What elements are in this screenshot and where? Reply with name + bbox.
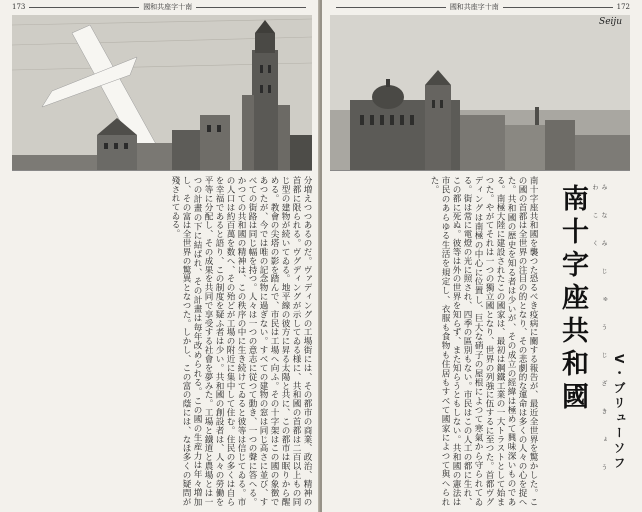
header-rule [336,7,446,8]
artist-signature: Seiju [599,17,622,27]
title-ruby: みなみじゅうじざきょうわこく [591,184,607,492]
right-illustration [330,15,630,171]
left-body-text: 分増えつつあるのだ。ヴァディングの工場街には、その都市の商業、政治、精神の首都に限られる。ヴグディングが示してゐる様に、共和國の首都は二百以上もの同じ型の建物が続いてゐる。地平線の彼方に昇る太陽と共に、この都市は眠りから醒める。教會の尖塔の影を踏んで、市民は工場へ向ふ。その十字架はこの國の象徴であつたが、今では唯の記念物に過ぎない。すべての建物の窓は同じ高さに並び、すべての街路は同じ幅を持つ。人々は一つの意志に従つて動き、一つの聲に答へる。かつての共和國の精神は、この秩序の中に生き続けてゐると彼等は信じてゐる。市の人口は約百萬を数へ、その殆どが工場の附近に集中して住む。住民の多くは自らを幸福であると語り、この制度を疑ふ者は少い。共和國の創設者は、人々の勞働を平等に分配し、その成果を共同で享受する社會を夢みた。工場と鐵道と農場とは一つの計畫の下に結ばれ、その計畫は毎年改められる。この國の生産力は年々増加し、その富は全世界の驚異となつた。しかし、この富の蔭には、なほ多くの疑問が殘されてゐる。 [170,176,312,506]
left-illustration [12,15,312,171]
cityscape-with-cross-illustration [12,15,312,170]
left-page-number: 173 [12,3,26,11]
right-page [322,0,642,512]
left-page-header [12,0,310,14]
right-running-header: 國和共座字十南 [449,3,499,11]
cathedral-cityscape-illustration [330,15,630,170]
author-name: V・ブリューソフ [612,354,626,472]
article-title: 南十字座共和國 [557,184,588,415]
right-page-number: 172 [616,3,630,11]
left-page [0,0,320,512]
header-rule [196,7,306,8]
right-body-text: 南十字座共和國を襲つた恐るべき疫病に關する報告が、最近全世界を驚かした。この國の首都は全世界の注目の的となり、その悲劇的な運命は多くの人々の心を捉へた。共和國の歴史を知る者は少いが、その成立の經緯は極めて興味深いものである。南極大陸に建設されたこの國家は、最初は鋼鐵工業の一大トラストとして始まつた。やがてそれは一つの獨立國となり、世界の列強に伍するに至つた。首都ヴグディングは南極の中心に位置し、巨大な硝子の屋根によつて寒氣から守られてゐる。街は常に電燈の光に照され、四季の區別もない。市民はこの人工の都に生れ、この都に死ぬ。彼等は外の世界を知らず、また知らうともしない。共和國の憲法は市民のあらゆる生活を規定し、衣服も食物も住居もすべて國家によつて與へられた。 [429,176,538,506]
header-rule [29,7,139,8]
header-rule [503,7,613,8]
left-running-header: 國和共座字十南 [143,3,193,11]
right-page-header [332,0,630,14]
title-area [540,176,630,506]
